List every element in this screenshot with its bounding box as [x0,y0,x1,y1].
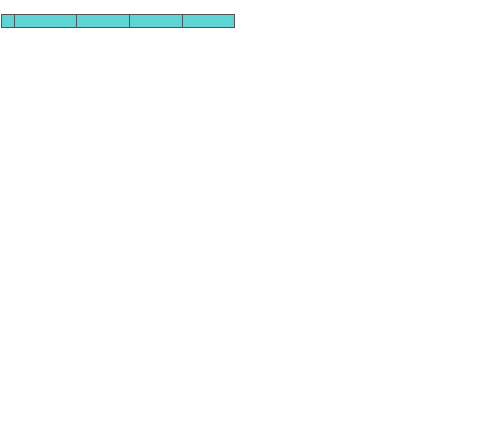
col-damdam [183,15,235,28]
col-horse [15,15,77,28]
col-no [2,15,15,28]
col-sire [77,15,130,28]
entries-table [1,14,235,28]
entries-header [2,15,235,28]
col-dam [130,15,183,28]
